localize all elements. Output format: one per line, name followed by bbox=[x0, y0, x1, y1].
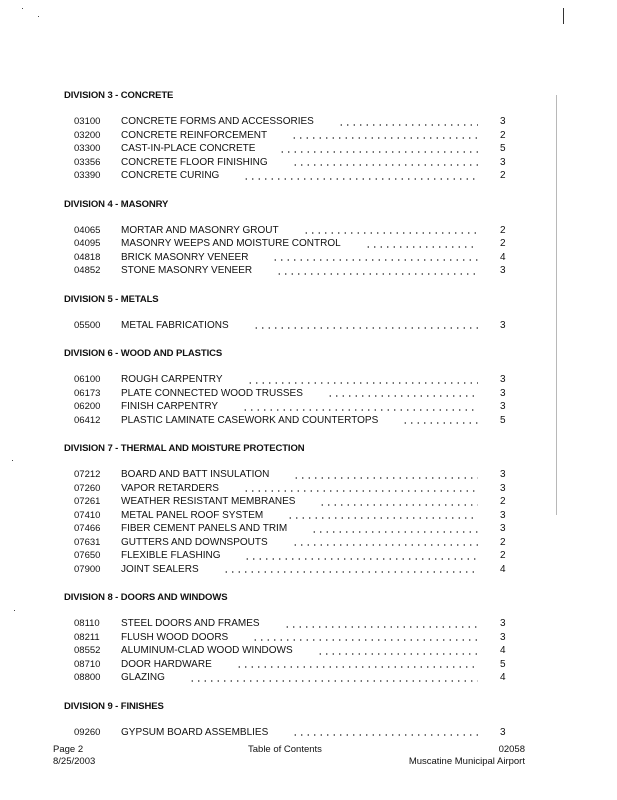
toc-entry bbox=[64, 563, 514, 577]
page-count: 3 bbox=[500, 319, 506, 331]
toc-entry bbox=[64, 224, 514, 238]
division-heading: DIVISION 4 - MASONRY bbox=[64, 198, 169, 210]
section-title: MORTAR AND MASONRY GROUT bbox=[121, 224, 279, 236]
toc-entry bbox=[64, 617, 514, 631]
toc-entry bbox=[64, 387, 514, 401]
dot-leader bbox=[279, 151, 478, 153]
section-title: CONCRETE CURING bbox=[121, 170, 220, 181]
toc-entry bbox=[64, 373, 514, 387]
section-title: STEEL DOORS AND FRAMES bbox=[121, 618, 260, 629]
toc-entry bbox=[64, 169, 514, 183]
dot-leader bbox=[243, 490, 478, 492]
dot-leader bbox=[284, 626, 478, 628]
page-count: 5 bbox=[500, 414, 506, 426]
section-title: GLAZING bbox=[121, 672, 165, 683]
section-title: GYPSUM BOARD ASSEMBLIES bbox=[121, 726, 269, 738]
page-count: 2 bbox=[500, 129, 506, 141]
dot-leader bbox=[287, 517, 478, 519]
toc-entry bbox=[64, 726, 514, 740]
section-code: 04095 bbox=[74, 238, 101, 249]
section-title: MASONRY WEEPS AND MOISTURE CONTROL bbox=[121, 238, 341, 249]
section-code: 04852 bbox=[74, 265, 101, 276]
page-count: 3 bbox=[500, 387, 506, 399]
section-title: FLEXIBLE FLASHING bbox=[121, 550, 221, 561]
toc-entry bbox=[64, 509, 514, 523]
dot-leader bbox=[365, 246, 478, 248]
footer-right bbox=[409, 744, 525, 768]
page-count: 3 bbox=[500, 374, 506, 385]
toc-entry bbox=[64, 549, 514, 563]
section-title: ALUMINUM-CLAD WOOD WINDOWS bbox=[121, 645, 293, 656]
page-count: 3 bbox=[500, 726, 506, 738]
page-count: 2 bbox=[500, 550, 506, 561]
section-code: 06200 bbox=[74, 401, 101, 412]
section-code: 08552 bbox=[74, 645, 101, 656]
section-code: 08110 bbox=[74, 618, 100, 629]
section-title: STONE MASONRY VENEER bbox=[121, 265, 253, 276]
footer-center: Table of Contents bbox=[248, 744, 322, 755]
section-title: GUTTERS AND DOWNSPOUTS bbox=[121, 536, 268, 548]
dot-leader bbox=[303, 232, 478, 234]
footer-left bbox=[53, 744, 95, 768]
dot-leader bbox=[243, 178, 478, 180]
project-name: Muscatine Municipal Airport bbox=[408, 756, 525, 767]
toc-entry bbox=[64, 644, 514, 658]
section-title: PLASTIC LAMINATE CASEWORK AND COUNTERTOPS bbox=[121, 414, 379, 426]
section-code: 06412 bbox=[74, 414, 101, 426]
division-heading: DIVISION 7 - THERMAL AND MOISTURE PROTECTION bbox=[64, 443, 305, 454]
page-count: 3 bbox=[500, 116, 506, 127]
dot-leader bbox=[244, 558, 478, 560]
section-code: 03200 bbox=[74, 129, 101, 141]
page-count: 2 bbox=[500, 496, 506, 507]
page-count: 3 bbox=[500, 401, 506, 412]
scan-speck bbox=[22, 8, 23, 9]
section-title: PLATE CONNECTED WOOD TRUSSES bbox=[121, 387, 303, 399]
dot-leader bbox=[242, 409, 478, 411]
toc-entry bbox=[64, 536, 514, 550]
page-count: 5 bbox=[500, 658, 506, 670]
section-title: JOINT SEALERS bbox=[121, 563, 199, 575]
page-count: 3 bbox=[500, 156, 506, 168]
division-heading: DIVISION 6 - WOOD AND PLASTICS bbox=[64, 348, 223, 359]
dot-leader bbox=[402, 422, 478, 424]
section-title: BRICK MASONRY VENEER bbox=[121, 251, 249, 263]
section-code: 08710 bbox=[74, 658, 101, 670]
section-code: 07260 bbox=[74, 482, 101, 494]
document-date: 8/25/2003 bbox=[53, 756, 96, 767]
section-code: 07261 bbox=[74, 496, 101, 507]
dot-leader bbox=[189, 680, 478, 682]
dot-leader bbox=[292, 734, 478, 736]
scan-mark bbox=[563, 8, 564, 24]
toc-entry bbox=[64, 251, 514, 265]
toc-entry bbox=[64, 264, 514, 278]
project-number: 02058 bbox=[498, 744, 525, 755]
dot-leader bbox=[223, 571, 478, 573]
section-title: CONCRETE FLOOR FINISHING bbox=[121, 156, 268, 168]
section-code: 03300 bbox=[74, 143, 101, 154]
division-heading: DIVISION 9 - FINISHES bbox=[64, 700, 164, 712]
page-count: 2 bbox=[500, 238, 506, 249]
section-title: WEATHER RESISTANT MEMBRANES bbox=[121, 496, 296, 507]
toc-entry bbox=[64, 156, 514, 170]
dot-leader bbox=[327, 395, 478, 397]
division-section bbox=[64, 592, 514, 685]
page-count: 4 bbox=[500, 563, 506, 575]
page-count: 4 bbox=[500, 672, 506, 683]
division-heading: DIVISION 3 - CONCRETE bbox=[64, 90, 174, 101]
scan-speck bbox=[14, 610, 15, 611]
section-code: 09260 bbox=[74, 726, 101, 738]
section-code: 08211 bbox=[74, 631, 100, 643]
page-count: 4 bbox=[500, 251, 506, 263]
section-code: 07410 bbox=[74, 509, 101, 521]
section-title: CONCRETE FORMS AND ACCESSORIES bbox=[121, 116, 314, 127]
toc-entry bbox=[64, 129, 514, 143]
toc-entry bbox=[64, 414, 514, 428]
section-title: CAST-IN-PLACE CONCRETE bbox=[121, 143, 256, 154]
page-count: 5 bbox=[500, 143, 506, 154]
toc-entry bbox=[64, 482, 514, 496]
section-code: 04818 bbox=[74, 251, 101, 263]
division-section bbox=[64, 90, 514, 183]
section-code: 07650 bbox=[74, 550, 101, 561]
section-title: VAPOR RETARDERS bbox=[121, 482, 219, 494]
toc-entry bbox=[64, 400, 514, 414]
table-of-contents bbox=[64, 90, 514, 755]
section-title: BOARD AND BATT INSULATION bbox=[121, 469, 270, 480]
division-section bbox=[64, 294, 514, 333]
dot-leader bbox=[276, 273, 478, 275]
dot-leader bbox=[253, 327, 478, 329]
dot-leader bbox=[272, 259, 478, 261]
toc-entry bbox=[64, 631, 514, 645]
dot-leader bbox=[252, 639, 478, 641]
page-count: 3 bbox=[500, 618, 506, 629]
dot-leader bbox=[292, 164, 478, 166]
section-code: 07631 bbox=[74, 536, 101, 548]
section-title: DOOR HARDWARE bbox=[121, 658, 212, 670]
page-count: 3 bbox=[500, 631, 506, 643]
section-title: ROUGH CARPENTRY bbox=[121, 374, 223, 385]
section-code: 08800 bbox=[74, 672, 101, 683]
dot-leader bbox=[319, 504, 478, 506]
page-count: 3 bbox=[500, 265, 506, 276]
scan-speck bbox=[12, 460, 13, 461]
section-code: 03390 bbox=[74, 170, 101, 181]
section-code: 05500 bbox=[74, 319, 101, 331]
page-count: 2 bbox=[500, 224, 506, 236]
division-section bbox=[64, 443, 514, 576]
page-count: 3 bbox=[500, 482, 506, 494]
toc-entry bbox=[64, 671, 514, 685]
toc-entry bbox=[64, 495, 514, 509]
section-code: 04065 bbox=[74, 224, 101, 236]
section-code: 06173 bbox=[74, 387, 101, 399]
scan-speck bbox=[38, 16, 39, 17]
section-code: 03100 bbox=[74, 116, 101, 127]
division-section bbox=[64, 348, 514, 427]
section-title: METAL FABRICATIONS bbox=[121, 319, 229, 331]
dot-leader bbox=[311, 531, 478, 533]
section-code: 06100 bbox=[74, 374, 101, 385]
page-count: 4 bbox=[500, 645, 506, 656]
section-title: METAL PANEL ROOF SYSTEM bbox=[121, 509, 264, 521]
toc-entry bbox=[64, 658, 514, 672]
page-count: 2 bbox=[500, 170, 506, 181]
page-number: Page 2 bbox=[53, 744, 84, 755]
section-title: FINISH CARPENTRY bbox=[121, 401, 219, 412]
division-heading: DIVISION 5 - METALS bbox=[64, 293, 159, 305]
dot-leader bbox=[338, 124, 478, 126]
section-title: FIBER CEMENT PANELS AND TRIM bbox=[121, 523, 288, 534]
dot-leader bbox=[247, 382, 479, 384]
section-title: FLUSH WOOD DOORS bbox=[121, 631, 229, 643]
toc-entry bbox=[64, 142, 514, 156]
scan-edge bbox=[556, 95, 557, 515]
page-count: 2 bbox=[500, 536, 506, 548]
dot-leader bbox=[317, 653, 478, 655]
page-count: 3 bbox=[500, 469, 506, 480]
toc-entry bbox=[64, 522, 514, 536]
dot-leader bbox=[292, 544, 478, 546]
dot-leader bbox=[291, 137, 478, 139]
section-code: 07212 bbox=[74, 469, 101, 480]
division-section bbox=[64, 701, 514, 740]
section-code: 03356 bbox=[74, 156, 101, 168]
page-count: 3 bbox=[500, 509, 506, 521]
toc-entry bbox=[64, 237, 514, 251]
section-title: CONCRETE REINFORCEMENT bbox=[121, 129, 268, 141]
division-heading: DIVISION 8 - DOORS AND WINDOWS bbox=[64, 592, 228, 603]
dot-leader bbox=[236, 666, 478, 668]
division-section bbox=[64, 199, 514, 278]
section-code: 07900 bbox=[74, 563, 101, 575]
section-code: 07466 bbox=[74, 523, 101, 534]
page-count: 3 bbox=[500, 523, 506, 534]
toc-entry bbox=[64, 468, 514, 482]
toc-entry bbox=[64, 115, 514, 129]
toc-entry bbox=[64, 319, 514, 333]
dot-leader bbox=[293, 477, 478, 479]
